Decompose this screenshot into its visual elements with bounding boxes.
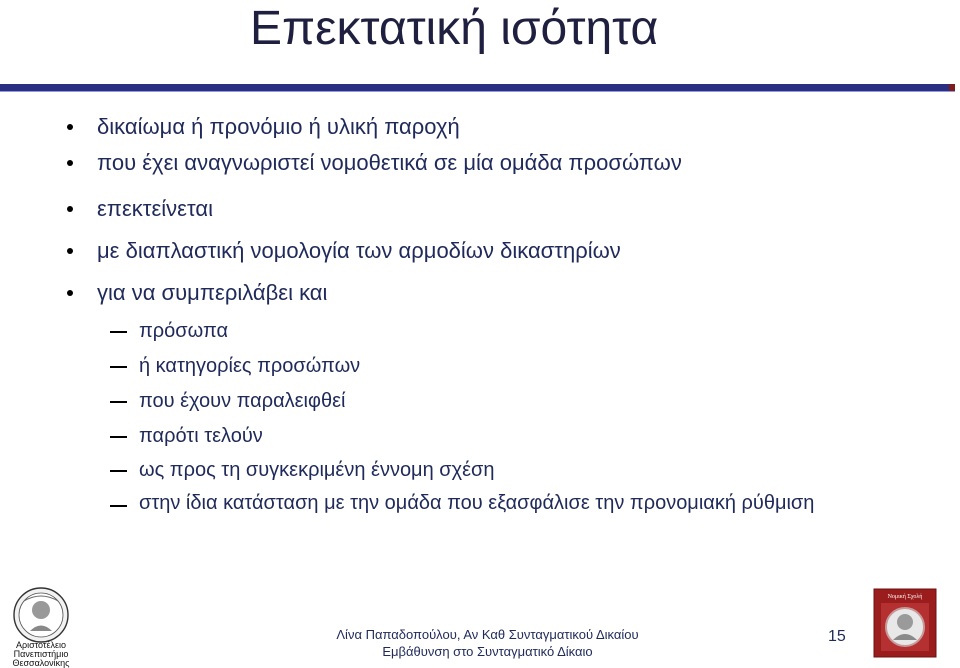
bullet-item <box>0 110 960 144</box>
university-seal-icon <box>10 586 72 644</box>
bullet-dot-icon <box>67 206 73 212</box>
bullet-item <box>0 234 960 268</box>
right-logo-text: Νομική Σχολή <box>887 594 923 600</box>
bullet-item <box>0 146 960 180</box>
dash-icon <box>110 436 127 438</box>
title-rule <box>0 84 955 91</box>
dash-icon <box>110 366 127 368</box>
sub-bullet-item <box>0 314 960 348</box>
bullet-text: για να συμπεριλάβει και <box>97 280 328 305</box>
sub-bullet-item <box>0 488 960 552</box>
bullet-dot-icon <box>67 290 73 296</box>
bullet-dot-icon <box>67 124 73 130</box>
footer-course: Εμβάθυνση στο Συνταγματικό Δίκαιο <box>382 644 593 659</box>
dash-icon <box>110 401 127 403</box>
dash-icon <box>110 470 127 472</box>
bullet-text: με διαπλαστική νομολογία των αρμοδίων δικαστηρίων <box>97 238 621 263</box>
page-number: 15 <box>828 628 846 645</box>
bullet-text: δικαίωμα ή προνόμιο ή υλική παροχή <box>97 114 460 139</box>
university-name <box>0 641 82 668</box>
sub-bullet-item <box>0 453 960 487</box>
sub-bullet-text: ως προς τη συγκεκριμένη έννομη σχέση <box>139 459 495 481</box>
footer-center <box>300 626 675 660</box>
sub-bullet-text: που έχουν παραλειφθεί <box>139 390 346 412</box>
sub-bullet-text: στην ίδια κατάσταση με την ομάδα που εξασφάλισε την προνομιακή ρύθμιση <box>139 492 815 514</box>
bullet-dot-icon <box>67 248 73 254</box>
sub-bullet-item <box>0 349 960 383</box>
university-line: Πανεπιστήμιο <box>13 649 69 659</box>
sub-bullet-item <box>0 419 960 453</box>
university-line: Θεσσαλονίκης <box>12 658 70 668</box>
dash-icon <box>110 331 127 333</box>
bullet-item <box>0 276 960 310</box>
sub-bullet-text: παρότι τελούν <box>139 425 263 447</box>
law-school-logo-icon <box>873 588 937 658</box>
sub-bullet-text: ή κατηγορίες προσώπων <box>139 355 361 377</box>
bullet-dot-icon <box>67 160 73 166</box>
bullet-text: που έχει αναγνωριστεί νομοθετικά σε μία ομάδα προσώπων <box>97 150 682 175</box>
footer-author: Λίνα Παπαδοπούλου, Αν Καθ Συνταγματικού Δικαίου <box>336 627 639 642</box>
slide-title: Επεκτατική ισότητα <box>250 2 659 55</box>
sub-bullet-item <box>0 384 960 418</box>
bullet-text: επεκτείνεται <box>97 196 213 221</box>
university-line: Αριστοτέλειο <box>15 640 67 650</box>
dash-icon <box>110 505 127 507</box>
bullet-item <box>0 192 960 226</box>
sub-bullet-text: πρόσωπα <box>139 320 229 342</box>
